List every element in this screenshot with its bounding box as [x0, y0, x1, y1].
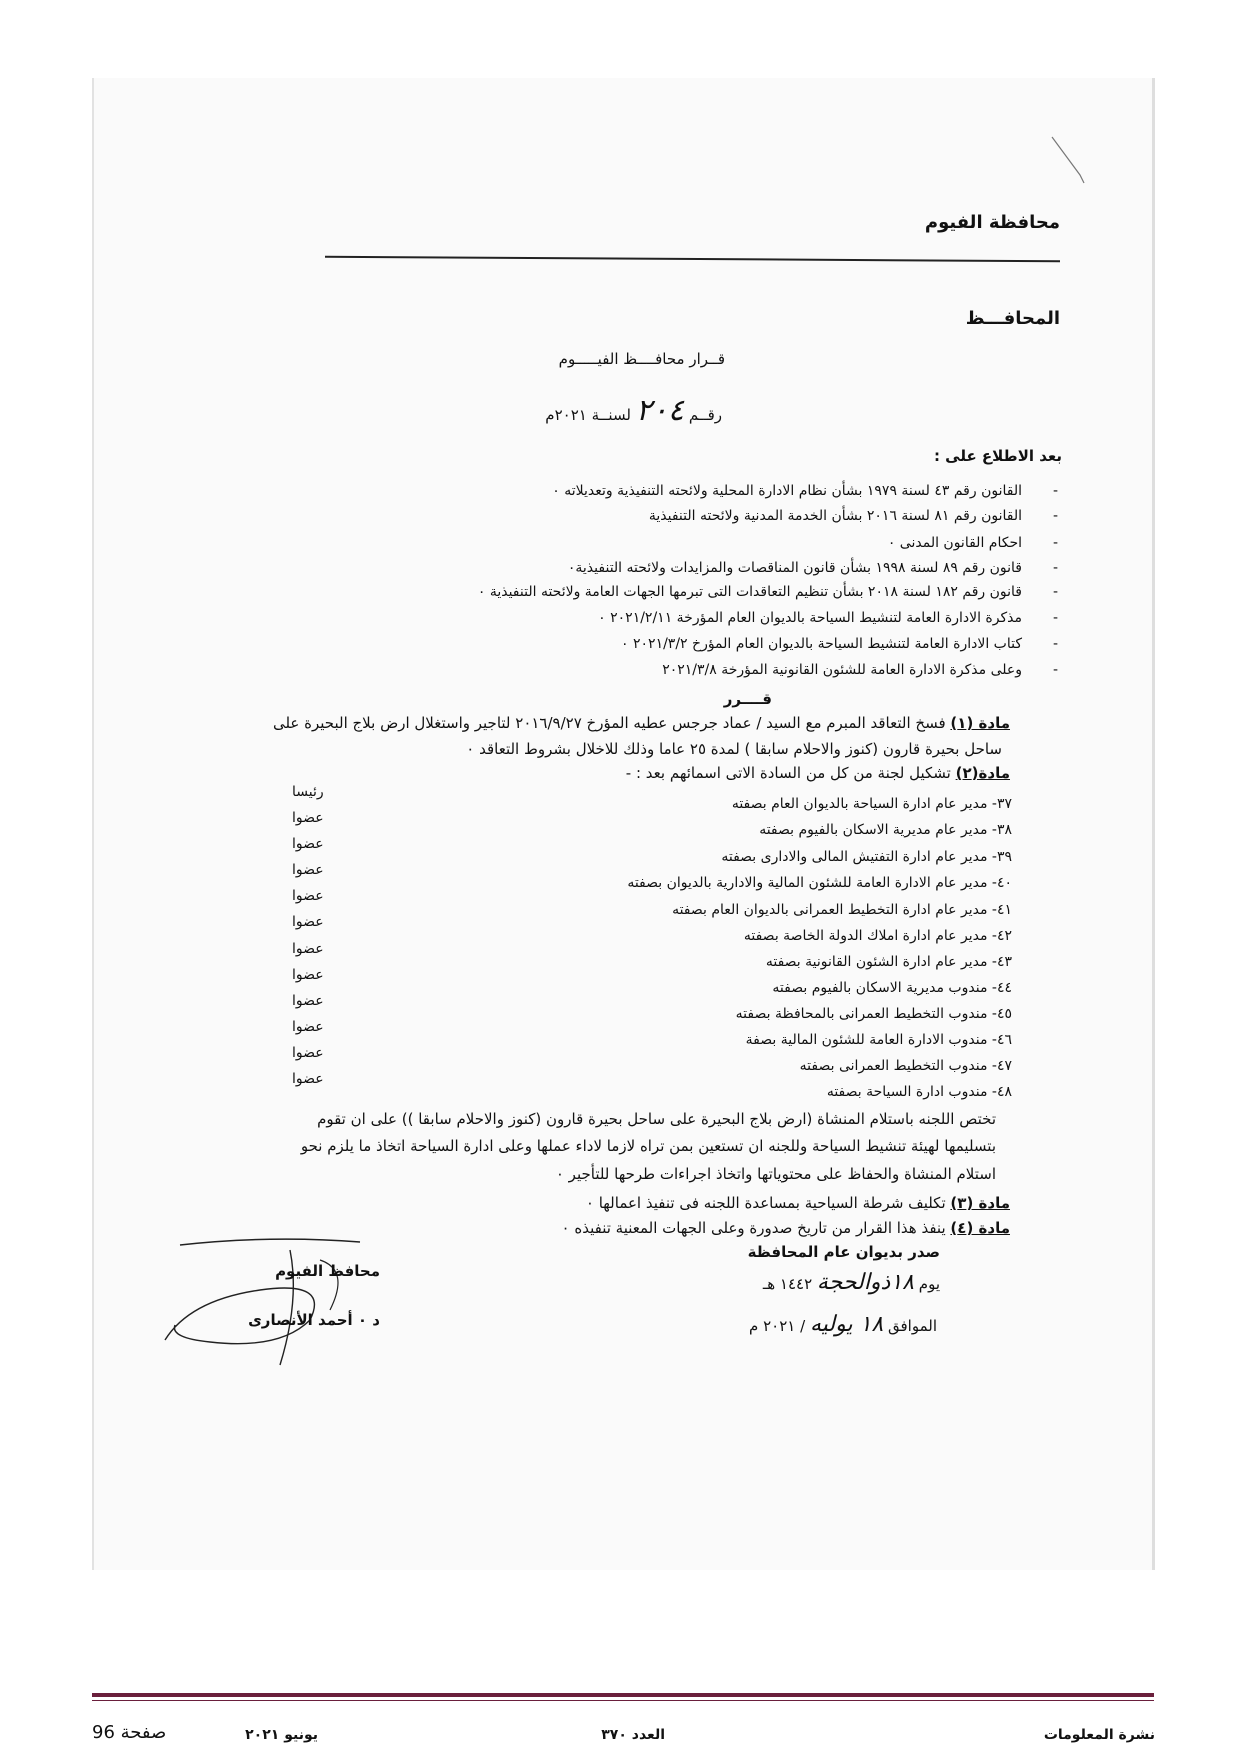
- committee-role: عضوا: [292, 941, 324, 957]
- article-3-text: تكليف شرطة السياحية بمساعدة اللجنه فى تنفيذ اعمالها ٠: [585, 1194, 946, 1212]
- preamble-item: - وعلى مذكرة الادارة العامة للشئون القانونية المؤرخة ٢٠٢١/٣/٨: [662, 662, 1022, 678]
- issued-at: صدر بديوان عام المحافظة: [747, 1243, 940, 1261]
- committee-member: ٤١- مدير عام ادارة التخطيط العمرانى بالديوان العام بصفته: [672, 902, 1012, 918]
- committee-role: عضوا: [292, 1019, 324, 1035]
- preamble-item: - القانون رقم ٤٣ لسنة ١٩٧٩ بشأن نظام الادارة المحلية ولائحته التنفيذية وتعديلاته ٠: [552, 483, 1022, 499]
- committee-role: عضوا: [292, 967, 324, 983]
- hijri-date: [763, 1270, 940, 1295]
- committee-role: عضوا: [292, 914, 324, 930]
- footer-page: صفحة 96: [92, 1722, 167, 1743]
- signature-title: محافظ الفيوم: [275, 1262, 380, 1280]
- committee-role: عضوا: [292, 888, 324, 904]
- preamble-item: - قانون رقم ١٨٢ لسنة ٢٠١٨ بشأن تنظيم التعاقدات التى تبرمها الجهات العامة ولائحته التنفيذية ٠: [478, 584, 1022, 600]
- gregorian-date-handwritten: ١٨ يوليه: [809, 1312, 884, 1337]
- day-prefix: يوم: [918, 1275, 940, 1293]
- governor-signature: [150, 1230, 380, 1370]
- article-4-text: ينفذ هذا القرار من تاريخ صدورة وعلى الجهات المعنية تنفيذه ٠: [561, 1219, 946, 1237]
- committee-member: ٣٩- مدير عام ادارة التفتيش المالى والادارى بصفته: [721, 849, 1012, 865]
- committee-role: عضوا: [292, 1045, 324, 1061]
- committee-member: ٤٨- مندوب ادارة السياحة بصفته: [826, 1084, 1012, 1100]
- committee-member: ٣٨- مدير عام مديرية الاسكان بالفيوم بصفته: [759, 822, 1012, 838]
- committee-member: ٤٢- مدير عام ادارة املاك الدولة الخاصة بصفته: [743, 928, 1012, 944]
- committee-role: عضوا: [292, 810, 324, 826]
- article-2: [626, 764, 1010, 782]
- committee-role: رئيسا: [292, 784, 324, 800]
- committee-member: ٤٣- مدير عام ادارة الشئون القانونية بصفته: [765, 954, 1012, 970]
- decree-title: قــرار محافــــظ الفيـــــوم: [558, 350, 725, 368]
- article-1-label: مادة (١): [950, 714, 1010, 732]
- decree-number-handwritten: ٢٠٤: [635, 393, 685, 428]
- governorate-name: محافظة الفيوم: [924, 212, 1060, 233]
- committee-role: عضوا: [292, 993, 324, 1009]
- committee-member: ٤٥- مندوب التخطيط العمرانى بالمحافظة بصفته: [735, 1006, 1012, 1022]
- hijri-date-handwritten: ١٨ذوالحجة: [816, 1270, 914, 1295]
- committee-member: ٣٧- مدير عام ادارة السياحة بالديوان العام بصفته: [731, 796, 1012, 812]
- corresponding-label: الموافق: [887, 1317, 937, 1335]
- article-1: [273, 714, 1010, 732]
- article-2-task: استلام المنشاة والحفاظ على محتوياتها واتخاذ اجراءات طرحها للتأجير ٠: [555, 1165, 996, 1183]
- footer-publication: نشرة المعلومات: [1043, 1727, 1155, 1743]
- footer-date: يونيو ٢٠٢١: [245, 1727, 318, 1743]
- committee-role: عضوا: [292, 836, 324, 852]
- office-title: المحافـــظ: [965, 308, 1060, 329]
- hijri-year: ١٤٤٢ هـ: [762, 1275, 813, 1293]
- signature-name: د ٠ أحمد الأنصارى: [248, 1311, 380, 1329]
- preamble-heading: بعد الاطلاع على :: [933, 447, 1062, 465]
- gregorian-year: / ٢٠٢١ م: [749, 1317, 806, 1335]
- article-3: [586, 1194, 1010, 1212]
- article-4-label: مادة (٤): [950, 1219, 1010, 1237]
- decree-year: لسنــة ٢٠٢١م: [545, 406, 631, 424]
- committee-role: عضوا: [292, 1071, 324, 1087]
- footer-rule-thin: [92, 1700, 1154, 1701]
- preamble-item: - احكام القانون المدنى ٠: [888, 535, 1022, 551]
- article-1-line1: فسخ التعاقد المبرم مع السيد / عماد جرجس عطيه المؤرخ ٢٠١٦/٩/٢٧ لتاجير واستغلال ارض بلاج البحيرة على: [272, 714, 946, 732]
- committee-member: ٤٠- مدير عام الادارة العامة للشئون المالية والادارية بالديوان بصفته: [627, 875, 1012, 891]
- article-2-label: مادة(٢): [955, 764, 1010, 782]
- committee-role: عضوا: [292, 862, 324, 878]
- article-2-task: تختص اللجنه باستلام المنشاة (ارض بلاج البحيرة على ساحل بحيرة قارون (كنوز والاحلام سابقا )) على ان تقوم: [317, 1110, 996, 1128]
- article-3-label: مادة (٣): [950, 1194, 1010, 1212]
- article-2-intro: تشكيل لجنة من كل من السادة الاتى اسمائهم بعد : -: [625, 764, 951, 782]
- article-4: [562, 1219, 1010, 1237]
- preamble-item: - مذكرة الادارة العامة لتنشيط السياحة بالديوان العام المؤرخة ٢٠٢١/٢/١١ ٠: [598, 610, 1022, 626]
- article-2-task: بتسليمها لهيئة تنشيط السياحة وللجنه ان تستعين بمن تراه لازما لاداء عملها وعلى ادارة السياحة اتخاذ ما يلزم نحو: [300, 1137, 996, 1155]
- committee-member: ٤٦- مندوب الادارة العامة للشئون المالية بصفة: [745, 1032, 1012, 1048]
- committee-member: ٤٧- مندوب التخطيط العمرانى بصفته: [799, 1058, 1012, 1074]
- scan-mark: [1050, 135, 1090, 185]
- committee-member: ٤٤- مندوب مديرية الاسكان بالفيوم بصفته: [772, 980, 1012, 996]
- preamble-item: - القانون رقم ٨١ لسنة ٢٠١٦ بشأن الخدمة المدنية ولائحته التنفيذية: [649, 508, 1022, 524]
- decided-heading: قــــرر: [723, 690, 772, 708]
- footer-rule: [92, 1693, 1154, 1697]
- gregorian-date: [749, 1312, 937, 1337]
- footer-issue: العدد ٣٧٠: [601, 1727, 665, 1743]
- article-1-line2: ساحل بحيرة قارون (كنوز والاحلام سابقا ) لمدة ٢٥ عاما وذلك للاخلال بشروط التعاقد ٠: [466, 740, 1002, 758]
- decree-number: [545, 393, 722, 428]
- preamble-item: - كتاب الادارة العامة لتنشيط السياحة بالديوان العام المؤرخ ٢٠٢١/٣/٢ ٠: [621, 636, 1022, 652]
- decree-number-prefix: رقــم: [688, 406, 722, 424]
- preamble-item: - قانون رقم ٨٩ لسنة ١٩٩٨ بشأن قانون المناقصات والمزايدات ولائحته التنفيذية٠: [568, 560, 1022, 576]
